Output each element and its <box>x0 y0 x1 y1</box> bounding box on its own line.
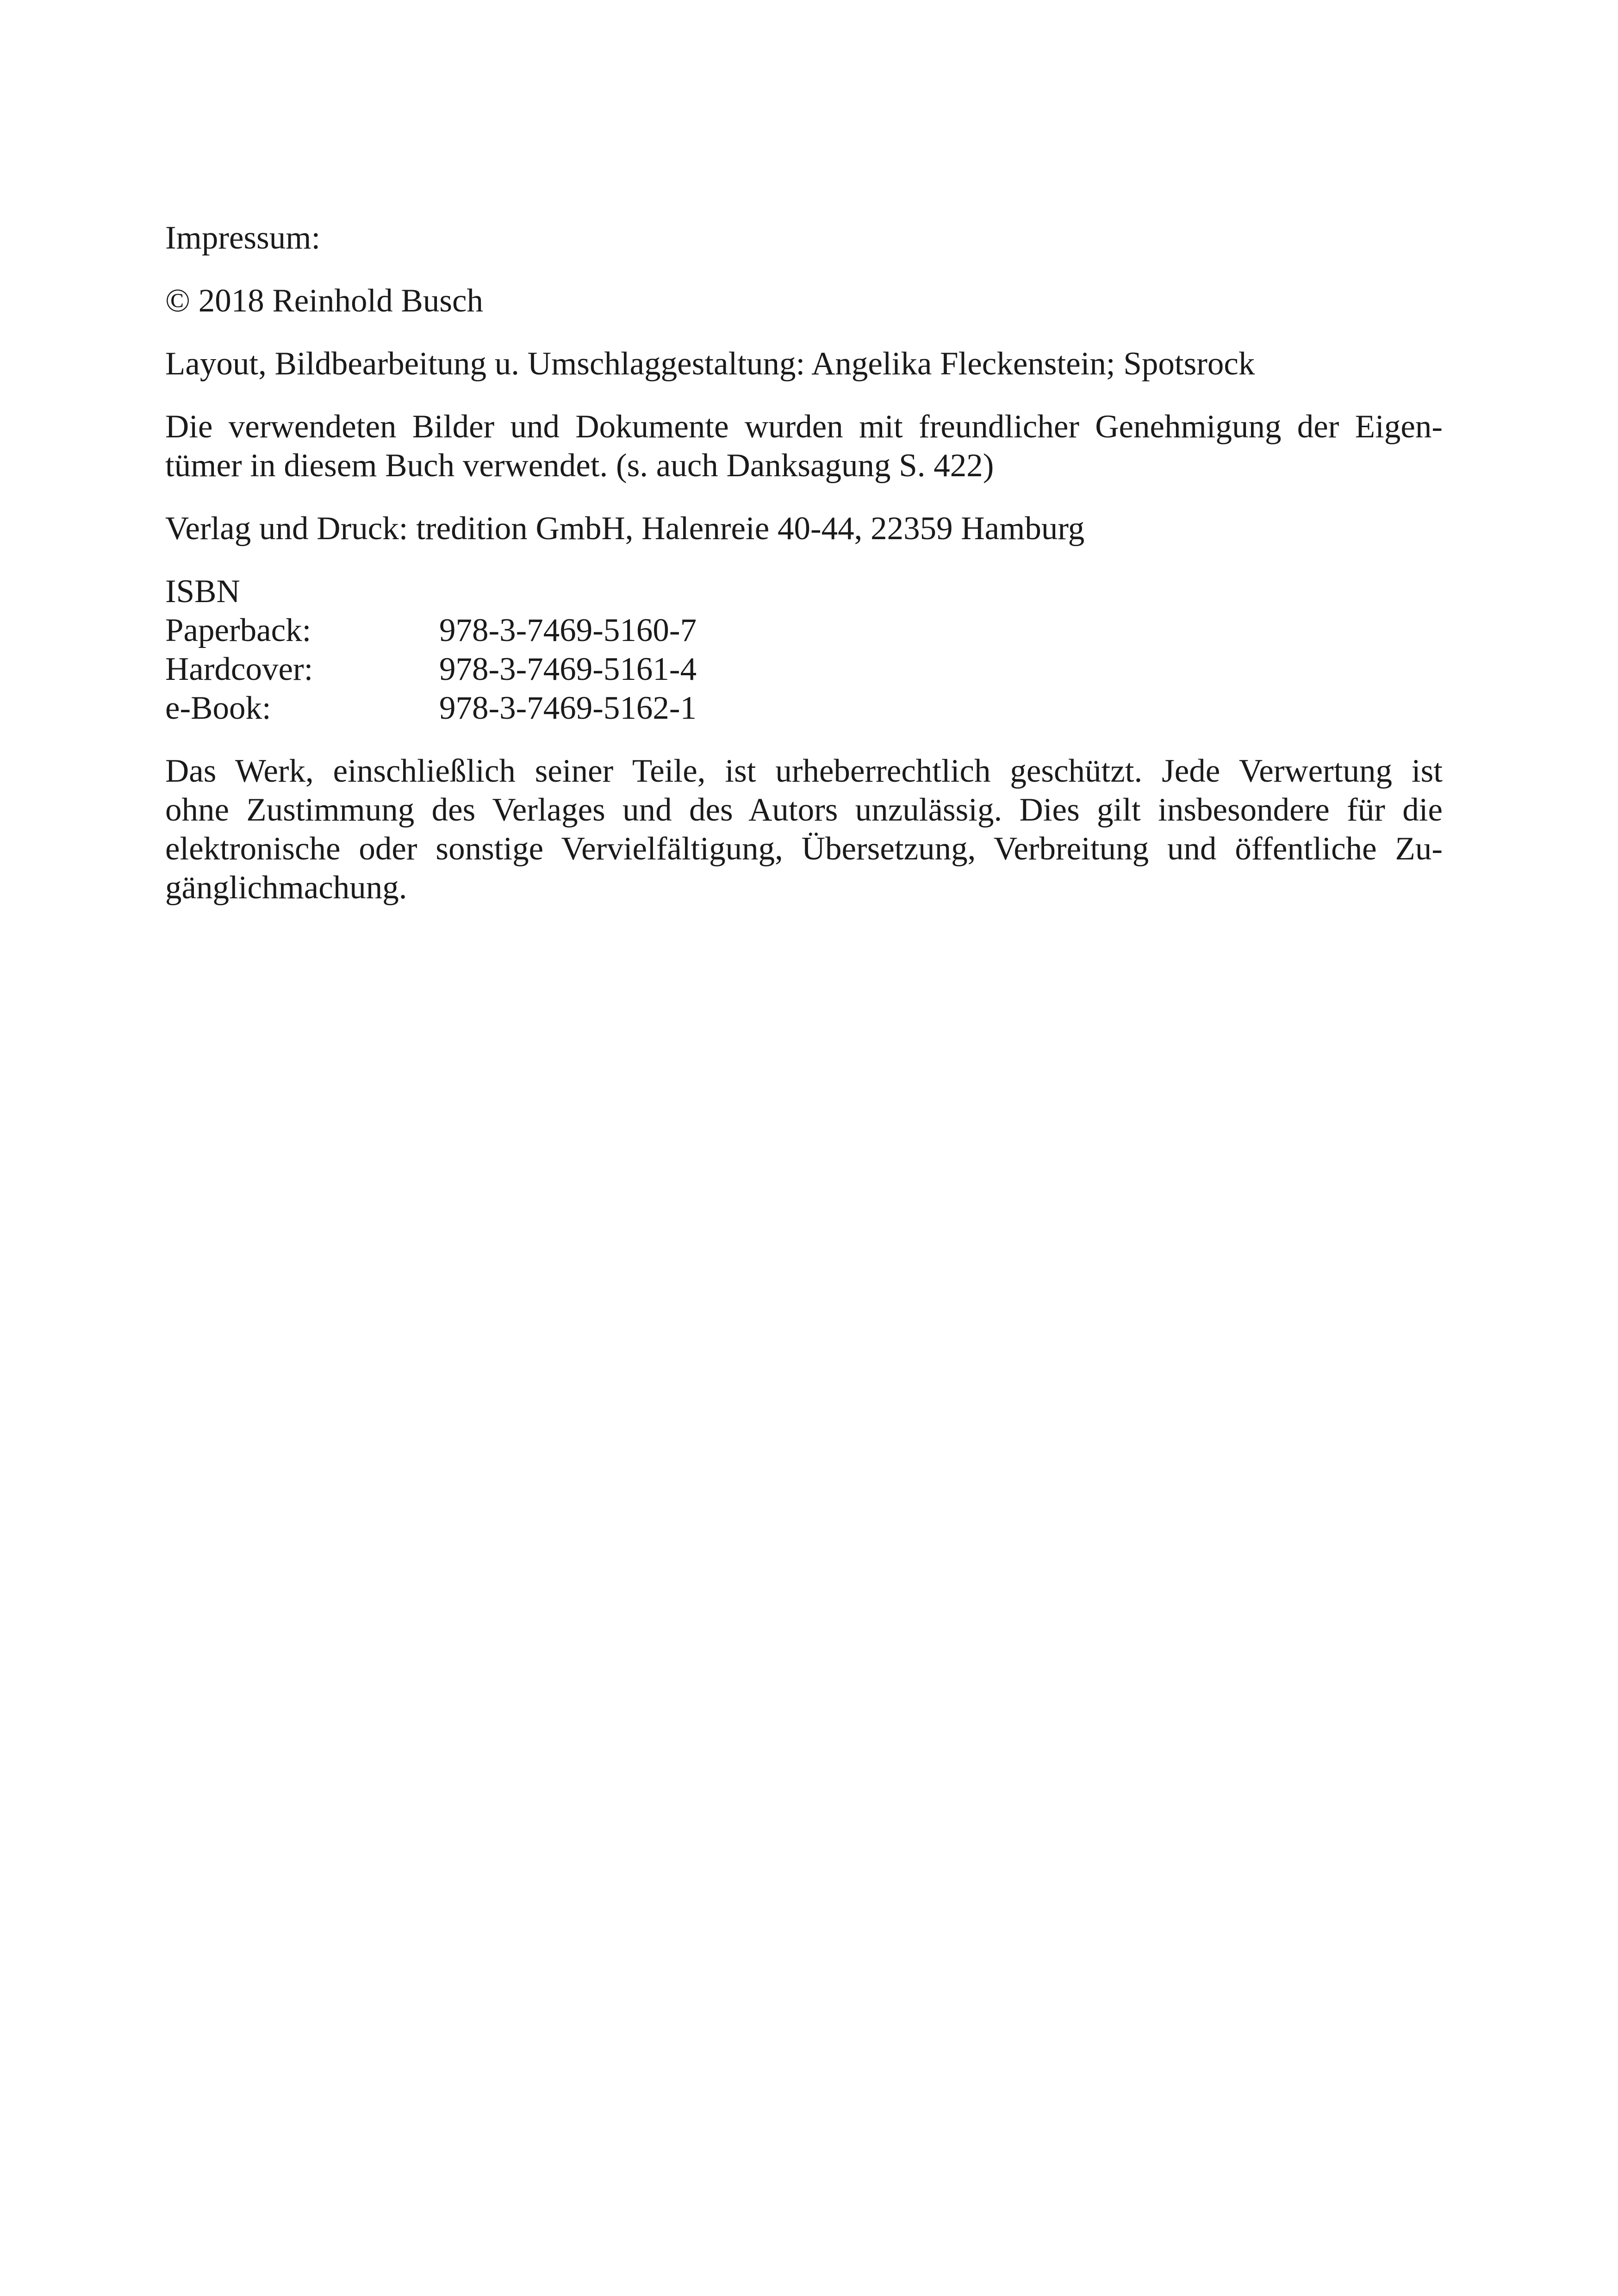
isbn-heading: ISBN <box>165 573 240 610</box>
isbn-label: Hardcover: <box>165 651 313 687</box>
layout-credit: Layout, Bildbearbeitung u. Umschlaggestaltung: Angelika Fleckenstein; Spotsrock <box>165 346 1255 382</box>
copyright-line: © 2018 Reinhold Busch <box>165 283 484 319</box>
isbn-label: e-Book: <box>165 690 271 726</box>
imprint-section <box>165 218 1443 907</box>
isbn-row-ebook <box>165 689 1443 728</box>
images-note-line: Die verwendeten Bilder und Dokumente wurden mit freundlicher Genehmigung der Eigen- <box>165 409 1443 445</box>
copyright-notice-line: elektronische oder sonstige Vervielfältigung, Übersetzung, Verbreitung und öffentliche Zu- <box>165 831 1443 867</box>
copyright-notice-line: ohne Zustimmung des Verlages und des Autors unzulässig. Dies gilt insbesondere für die <box>165 792 1443 828</box>
copyright-notice-line: gänglichmachung. <box>165 870 407 906</box>
copyright-notice <box>165 752 1443 907</box>
publisher-line: Verlag und Druck: tredition GmbH, Halenreie 40-44, 22359 Hamburg <box>165 510 1085 547</box>
isbn-value: 978-3-7469-5160-7 <box>439 612 697 648</box>
isbn-label: Paperback: <box>165 612 311 648</box>
isbn-row-paperback <box>165 611 1443 650</box>
isbn-block <box>165 572 1443 728</box>
copyright-notice-line: Das Werk, einschließlich seiner Teile, ist urheberrechtlich geschützt. Jede Verwertung ist <box>165 753 1443 789</box>
images-note <box>165 407 1443 485</box>
isbn-value: 978-3-7469-5161-4 <box>439 651 697 687</box>
images-note-line: tümer in diesem Buch verwendet. (s. auch Danksagung S. 422) <box>165 448 994 484</box>
isbn-row-hardcover <box>165 650 1443 689</box>
imprint-heading: Impressum: <box>165 220 321 256</box>
isbn-value: 978-3-7469-5162-1 <box>439 690 697 726</box>
